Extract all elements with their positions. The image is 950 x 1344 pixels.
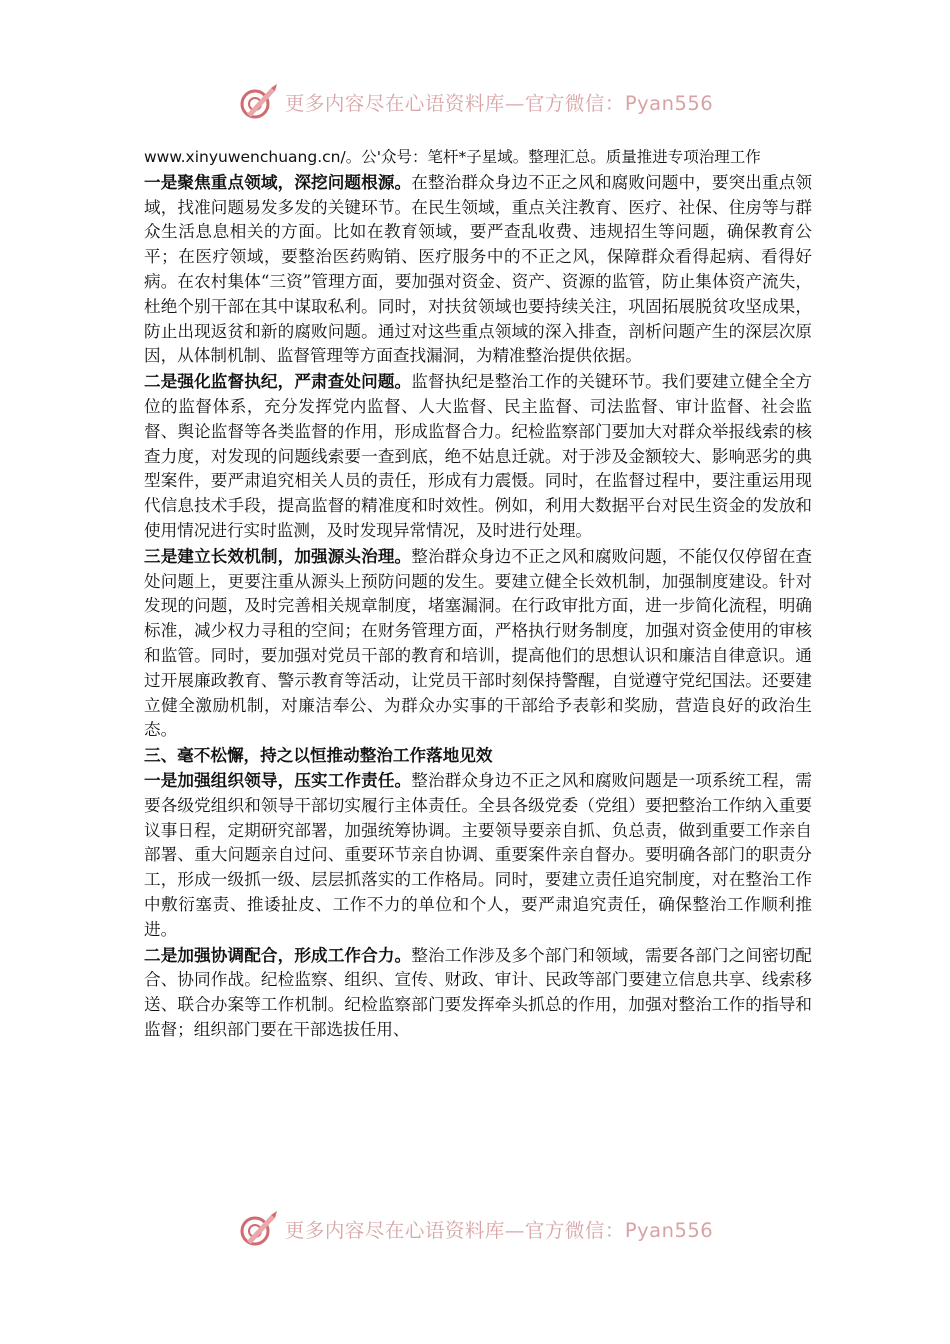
paragraph-lead: 二是强化监督执纪，严肃查处问题。	[144, 371, 412, 392]
header-banner	[0, 80, 950, 124]
wechat-id: Pyan556	[624, 92, 714, 115]
paragraph	[144, 369, 812, 544]
paragraph	[144, 544, 812, 743]
paragraph	[144, 943, 812, 1043]
banner-text: 更多内容尽在心语资料库—官方微信：Pyan556	[284, 1219, 714, 1242]
paragraph	[144, 170, 812, 369]
paragraph-body: 在整治群众身边不正之风和腐败问题中，要突出重点领域，找准问题易发多发的关键环节。在民生领域，重点关注教育、医疗、社保、住房等与群众生活息息相关的方面。比如在教育领域，要严查乱收费、违规招生等问题，确保教育公平；在医疗领域，要整治医药购销、医疗服务中的不正之风，保障群众看得起病、看得好病。在农村集体“三资”管理方面，要加强对资金、资产、资源的监管，防止集体资产流失，杜绝个别干部在其中谋取私利。同时，对扶贫领域也要持续关注，巩固拓展脱贫攻坚成果，防止出现返贫和新的腐败问题。通过对这些重点领域的深入排查，剖析问题产生的深层次原因，从体制机制、监督管理等方面查找漏洞，为精准整治提供依据。	[144, 172, 813, 366]
paragraph-lead: 一是加强组织领导，压实工作责任。	[144, 769, 412, 790]
footer-banner	[0, 1207, 950, 1251]
banner-text: 更多内容尽在心语资料库—官方微信：Pyan556	[284, 92, 714, 115]
paragraph-body: 整治群众身边不正之风和腐败问题，不能仅仅停留在查处问题上，更要注重从源头上预防问题的发生。要建立健全长效机制，加强制度建设。针对发现的问题，及时完善相关规章制度，堵塞漏洞。在行政审批方面，进一步简化流程，明确标准，减少权力寻租的空间；在财务管理方面，严格执行财务制度，加强对资金使用的审核和监管。同时，要加强对党员干部的教育和培训，提高他们的思想认识和廉洁自律意识。通过开展廉政教育、警示教育等活动，让党员干部时刻保持警醒，自觉遵守党纪国法。还要建立健全激励机制，对廉洁奉公、为群众办实事的干部给予表彰和奖励，营造良好的政治生态。	[144, 546, 813, 740]
paragraph-lead: 二是加强协调配合，形成工作合力。	[144, 944, 412, 965]
paragraph	[144, 768, 812, 943]
section-heading: 三、毫不松懈，持之以恒推动整治工作落地见效	[144, 745, 493, 766]
header-line: www.xinyuwenchuang.cn/。公'众号：笔杆*子星域。整理汇总。质量推进专项治理工作	[144, 148, 761, 166]
pen-logo-icon	[237, 1209, 279, 1249]
paragraph-lead: 三是建立长效机制，加强源头治理。	[144, 545, 412, 566]
paragraph-lead: 一是聚焦重点领域，深挖问题根源。	[144, 171, 412, 192]
paragraph-body: 整治群众身边不正之风和腐败问题是一项系统工程，需要各级党组织和领导干部切实履行主体责任。全县各级党委（党组）要把整治工作纳入重要议事日程，定期研究部署，加强统筹协调。主要领导要亲自抓、负总责，做到重要工作亲自部署、重大问题亲自过问、重要环节亲自协调、重要案件亲自督办。要明确各部门的职责分工，形成一级抓一级、层层抓落实的工作格局。同时，要建立责任追究制度，对在整治工作中敷衍塞责、推诿扯皮、工作不力的单位和个人，要严肃追究责任，确保整治工作顺利推进。	[144, 770, 813, 939]
document-body	[144, 145, 812, 1043]
paragraph-body: 监督执纪是整治工作的关键环节。我们要建立健全全方位的监督体系，充分发挥党内监督、人大监督、民主监督、司法监督、审计监督、社会监督、舆论监督等各类监督的作用，形成监督合力。纪检监察部门要加大对群众举报线索的核查力度，对发现的问题线索要一查到底，绝不姑息迁就。对于涉及金额较大、影响恶劣的典型案件，要严肃追究相关人员的责任，形成有力震慑。同时，在监督过程中，要注重运用现代信息技术手段，提高监督的精准度和时效性。例如，利用大数据平台对民生资金的发放和使用情况进行实时监测，及时发现异常情况，及时进行处理。	[144, 372, 813, 540]
pen-logo-icon	[237, 82, 279, 122]
wechat-id: Pyan556	[624, 1219, 714, 1242]
paragraph-body: 整治工作涉及多个部门和领域，需要各部门之间密切配合、协同作战。纪检监察、组织、宣传、财政、审计、民政等部门要建立信息共享、线索移送、联合办案等工作机制。纪检监察部门要发挥牵头抓总的作用，加强对整治工作的指导和监督；组织部门要在干部选拔任用、	[144, 945, 813, 1039]
